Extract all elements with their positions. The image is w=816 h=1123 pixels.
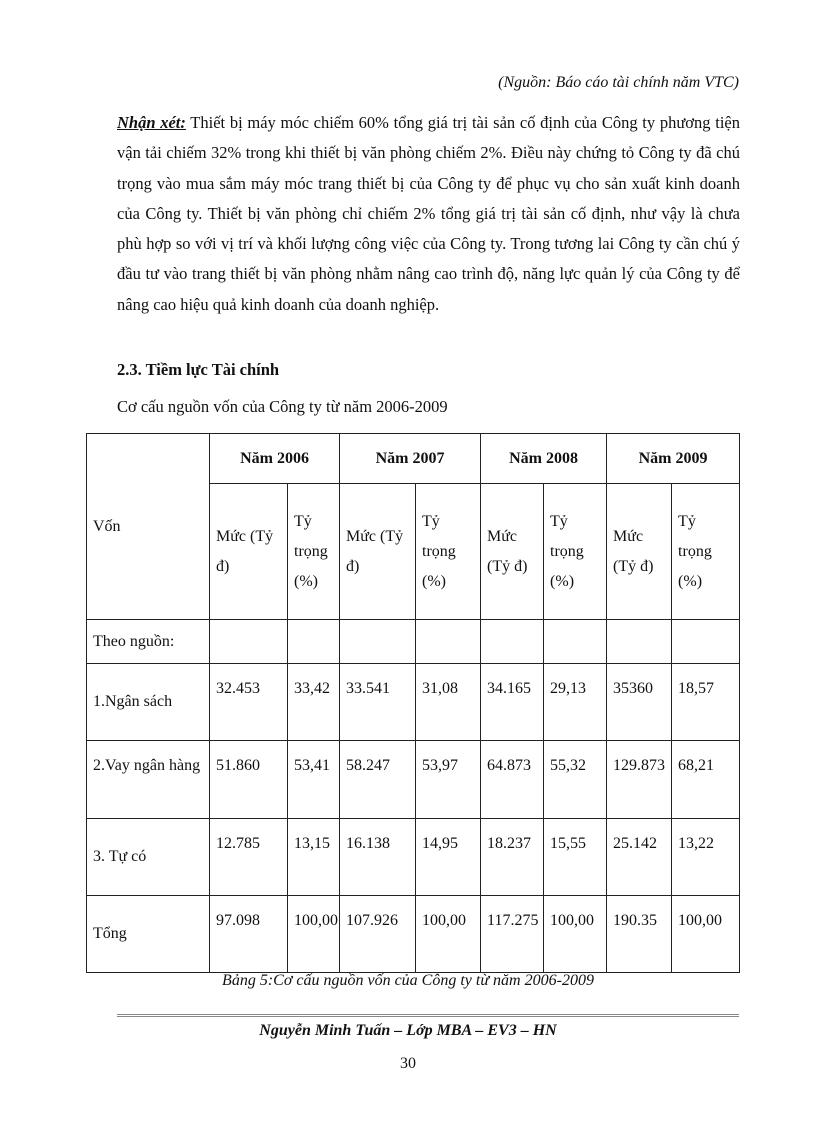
subheader-cell: Tỷ trọng (%)	[288, 484, 340, 620]
year-header: Năm 2008	[481, 434, 607, 484]
row-label: 3. Tự có	[87, 819, 210, 896]
table-cell: 53,97	[416, 741, 481, 819]
table-cell: 100,00	[288, 896, 340, 973]
table-cell: 100,00	[672, 896, 740, 973]
row-label: 2.Vay ngân hàng	[87, 741, 210, 819]
footer-author: Nguyễn Minh Tuấn – Lớp MBA – EV3 – HN	[259, 1022, 557, 1039]
table-cell: 100,00	[416, 896, 481, 973]
comment-text: Thiết bị máy móc chiếm 60% tổng giá trị tài sản cố định của Công ty phương tiện vận tải chiếm 32% trong khi thiết bị văn phòng chiếm 2%. Điều này chứng tỏ Công ty đã chú trọng vào mua sắm máy móc trang thiết bị của Công ty để phục vụ cho sản xuất kinh doanh của Công ty. Thiết bị văn phòng chỉ chiếm 2% tổng giá trị tài sản cố định, như vậy là chưa phù hợp so với vị trí và khối lượng công việc của Công ty. Trong tương lai Công ty cần chú ý đầu tư vào trang thiết bị văn phòng nhằm nâng cao trình độ, năng lực quản lý của Công ty để nâng cao hiệu quả kinh doanh của doanh nghiệp.	[117, 113, 740, 314]
table-cell: 68,21	[672, 741, 740, 819]
group-row	[87, 620, 740, 664]
year-header: Năm 2009	[607, 434, 740, 484]
table-row	[87, 896, 740, 973]
subheader-cell: Mức (Tỷ đ)	[210, 484, 288, 620]
comment-paragraph	[117, 108, 740, 320]
table-cell: 18.237	[481, 819, 544, 896]
table-cell: 12.785	[210, 819, 288, 896]
group-label: Theo nguồn:	[87, 620, 210, 664]
table-row	[87, 664, 740, 741]
subheader-cell: Tỷ trọng (%)	[672, 484, 740, 620]
table-cell: 190.35	[607, 896, 672, 973]
table-cell: 53,41	[288, 741, 340, 819]
table-intro: Cơ cấu nguồn vốn của Công ty từ năm 2006-2009	[117, 397, 448, 416]
table-cell: 35360	[607, 664, 672, 741]
table-cell: 15,55	[544, 819, 607, 896]
subheader-cell: Tỷ trọng (%)	[544, 484, 607, 620]
footer-divider	[117, 1014, 739, 1017]
year-header-row	[87, 434, 740, 484]
table-cell: 97.098	[210, 896, 288, 973]
table-cell: 31,08	[416, 664, 481, 741]
capital-structure-table	[86, 433, 740, 973]
table-cell: 13,22	[672, 819, 740, 896]
table-cell: 32.453	[210, 664, 288, 741]
table-cell: 58.247	[340, 741, 416, 819]
year-header: Năm 2006	[210, 434, 340, 484]
table-cell: 18,57	[672, 664, 740, 741]
table-caption: Bảng 5:Cơ cấu nguồn vốn của Công ty từ năm 2006-2009	[222, 972, 594, 989]
table-cell: 25.142	[607, 819, 672, 896]
section-heading: 2.3. Tiềm lực Tài chính	[117, 360, 280, 379]
row-label: Tổng	[87, 896, 210, 973]
table-cell: 51.860	[210, 741, 288, 819]
row-label: 1.Ngân sách	[87, 664, 210, 741]
table-cell: 64.873	[481, 741, 544, 819]
table-cell: 29,13	[544, 664, 607, 741]
table-row	[87, 741, 740, 819]
table-cell: 34.165	[481, 664, 544, 741]
table-cell: 13,15	[288, 819, 340, 896]
table-cell: 117.275	[481, 896, 544, 973]
subheader-cell: Mức (Tỷ đ)	[340, 484, 416, 620]
table-cell: 16.138	[340, 819, 416, 896]
table-cell: 55,32	[544, 741, 607, 819]
table-cell: 107.926	[340, 896, 416, 973]
page-number: 30	[400, 1055, 416, 1072]
source-note: (Nguồn: Báo cáo tài chính năm VTC)	[498, 74, 739, 91]
year-header: Năm 2007	[340, 434, 481, 484]
table-cell: 129.873	[607, 741, 672, 819]
table-cell: 33,42	[288, 664, 340, 741]
subheader-cell: Mức (Tỷ đ)	[481, 484, 544, 620]
comment-label: Nhận xét:	[117, 113, 186, 132]
subheader-cell: Tỷ trọng (%)	[416, 484, 481, 620]
table-cell: 33.541	[340, 664, 416, 741]
table-cell: 14,95	[416, 819, 481, 896]
table-row	[87, 819, 740, 896]
subheader-cell: Mức (Tỷ đ)	[607, 484, 672, 620]
corner-cell: Vốn	[87, 434, 210, 620]
table-cell: 100,00	[544, 896, 607, 973]
